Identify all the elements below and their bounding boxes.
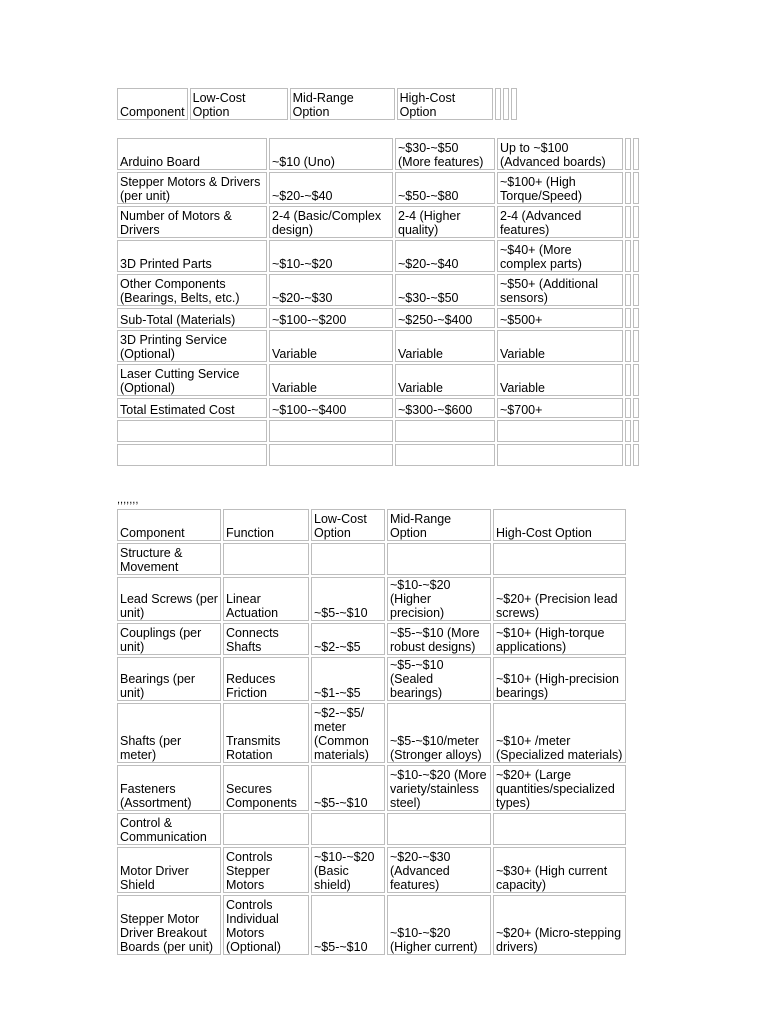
table-cell: Structure & Movement: [117, 543, 221, 575]
table-cell: Variable: [269, 364, 393, 396]
table-cell: Control & Communication: [117, 813, 221, 845]
table-cell: 3D Printed Parts: [117, 240, 267, 272]
table-cell: 3D Printing Service (Optional): [117, 330, 267, 362]
table-cell: ~$30+ (High current capacity): [493, 847, 626, 893]
table-cell: [493, 543, 626, 575]
table-cell: Number of Motors & Drivers: [117, 206, 267, 238]
table-cell: ~$30-~$50: [395, 274, 495, 306]
table-row: [117, 172, 639, 204]
table-cell: Component: [117, 509, 221, 541]
table-cell: [387, 813, 491, 845]
table-cell: [625, 420, 631, 442]
table-cell: 2-4 (Higher quality): [395, 206, 495, 238]
table-cell: ~$50-~$80: [395, 172, 495, 204]
table-cell: [625, 444, 631, 466]
table-row: [117, 847, 626, 893]
table-cell: 2-4 (Advanced features): [497, 206, 623, 238]
table-cell: [633, 138, 639, 170]
table-cell: [633, 420, 639, 442]
table-cell: ~$20-~$30 (Advanced features): [387, 847, 491, 893]
table-cell: [625, 172, 631, 204]
table-row: [117, 509, 626, 541]
table-cell: Up to ~$100 (Advanced boards): [497, 138, 623, 170]
table-cell: High-Cost Option: [493, 509, 626, 541]
header-row: [117, 88, 517, 120]
table-cell: Shafts (per meter): [117, 703, 221, 763]
table-cell: ~$2-~$5: [311, 623, 385, 655]
table-cell: ~$250-~$400: [395, 308, 495, 328]
table-cell: Secures Components: [223, 765, 309, 811]
table-cell: [223, 813, 309, 845]
table-row: [117, 330, 639, 362]
table-cell: ~$10 (Uno): [269, 138, 393, 170]
header-cell: Mid-Range Option: [290, 88, 395, 120]
table-cell: [633, 172, 639, 204]
table-cell: ~$700+: [497, 398, 623, 418]
table-row: [117, 813, 626, 845]
table-cell: Motor Driver Shield: [117, 847, 221, 893]
table-cell: 2-4 (Basic/Complex design): [269, 206, 393, 238]
table-cell: ~$100-~$200: [269, 308, 393, 328]
table-cell: ~$20+ (Precision lead screws): [493, 577, 626, 621]
header-cell: [495, 88, 501, 120]
table-row: [117, 543, 626, 575]
table-cell: Arduino Board: [117, 138, 267, 170]
table-cell: ~$1-~$5: [311, 657, 385, 701]
table-cell: ~$30-~$50 (More features): [395, 138, 495, 170]
table-cell: Low-Cost Option: [311, 509, 385, 541]
table-cell: [633, 240, 639, 272]
cost-table: [115, 136, 641, 468]
table-row: [117, 398, 639, 418]
table-cell: Variable: [497, 330, 623, 362]
table-cell: [633, 206, 639, 238]
table-cell: Transmits Rotation: [223, 703, 309, 763]
table-cell: [311, 813, 385, 845]
table-cell: [625, 206, 631, 238]
table-cell: Other Components (Bearings, Belts, etc.): [117, 274, 267, 306]
header-cell: High-Cost Option: [397, 88, 493, 120]
table-row: [117, 240, 639, 272]
table-cell: [625, 398, 631, 418]
table-cell: Lead Screws (per unit): [117, 577, 221, 621]
table-cell: Laser Cutting Service (Optional): [117, 364, 267, 396]
table-cell: ~$2-~$5/ meter (Common materials): [311, 703, 385, 763]
table-cell: ~$500+: [497, 308, 623, 328]
table-cell: ~$40+ (More complex parts): [497, 240, 623, 272]
table-cell: ~$10+ (High-torque applications): [493, 623, 626, 655]
table-cell: [395, 444, 495, 466]
table-cell: ~$5-~$10/meter (Stronger alloys): [387, 703, 491, 763]
table-cell: [311, 543, 385, 575]
table-row: [117, 444, 639, 466]
table-row: [117, 274, 639, 306]
table-row: [117, 765, 626, 811]
table-cell: [117, 444, 267, 466]
table-cell: [117, 420, 267, 442]
table-row: [117, 703, 626, 763]
table-cell: [633, 330, 639, 362]
table-cell: [625, 330, 631, 362]
table-cell: [633, 398, 639, 418]
table-row: [117, 364, 639, 396]
table-cell: Couplings (per unit): [117, 623, 221, 655]
table-cell: [625, 364, 631, 396]
table-cell: ~$5-~$10: [311, 895, 385, 955]
table-cell: ~$20+ (Large quantities/specialized types): [493, 765, 626, 811]
table-cell: Stepper Motors & Drivers (per unit): [117, 172, 267, 204]
table-row: [117, 895, 626, 955]
table-cell: Linear Actuation: [223, 577, 309, 621]
table-cell: [269, 420, 393, 442]
table-cell: ~$10-~$20 (Higher precision): [387, 577, 491, 621]
table-row: [117, 420, 639, 442]
table-cell: ~$5-~$10 (Sealed bearings): [387, 657, 491, 701]
table-cell: Variable: [395, 364, 495, 396]
table-cell: ~$5-~$10: [311, 577, 385, 621]
table-cell: Reduces Friction: [223, 657, 309, 701]
table-row: [117, 657, 626, 701]
table-cell: [223, 543, 309, 575]
header-cell: [503, 88, 509, 120]
table-cell: Bearings (per unit): [117, 657, 221, 701]
table-cell: Stepper Motor Driver Breakout Boards (per unit): [117, 895, 221, 955]
table-row: [117, 138, 639, 170]
table-cell: [493, 813, 626, 845]
table-cell: Fasteners (Assortment): [117, 765, 221, 811]
table-cell: ~$300-~$600: [395, 398, 495, 418]
table-cell: [387, 543, 491, 575]
table-cell: [625, 308, 631, 328]
table-cell: ~$20-~$40: [269, 172, 393, 204]
table-cell: ~$10-~$20 (Basic shield): [311, 847, 385, 893]
table-cell: [625, 274, 631, 306]
table-cell: [633, 274, 639, 306]
table-row: [117, 308, 639, 328]
table-cell: ~$20-~$40: [395, 240, 495, 272]
table-cell: ~$10+ (High-precision bearings): [493, 657, 626, 701]
table-cell: Controls Individual Motors (Optional): [223, 895, 309, 955]
table-cell: Variable: [395, 330, 495, 362]
table-cell: ~$100-~$400: [269, 398, 393, 418]
table-cell: Variable: [497, 364, 623, 396]
table-cell: ~$100+ (High Torque/Speed): [497, 172, 623, 204]
table-cell: ~$20-~$30: [269, 274, 393, 306]
table-cell: [497, 420, 623, 442]
table-cell: ~$10-~$20: [269, 240, 393, 272]
separator-text: ,,,,,,,: [117, 494, 139, 506]
table-row: [117, 577, 626, 621]
table-cell: ~$10-~$20 (More variety/stainless steel): [387, 765, 491, 811]
table-row: [117, 623, 626, 655]
table-cell: [633, 308, 639, 328]
table-cell: Variable: [269, 330, 393, 362]
table-cell: [269, 444, 393, 466]
table-cell: [633, 444, 639, 466]
table-cell: [497, 444, 623, 466]
header-table: [115, 86, 519, 122]
header-cell: Low-Cost Option: [190, 88, 288, 120]
table-cell: [395, 420, 495, 442]
table-row: [117, 206, 639, 238]
table-cell: ~$5-~$10 (More robust designs): [387, 623, 491, 655]
table-cell: ~$10+ /meter (Specialized materials): [493, 703, 626, 763]
table-cell: ~$10-~$20 (Higher current): [387, 895, 491, 955]
parts-table: [115, 507, 628, 957]
table-cell: ~$50+ (Additional sensors): [497, 274, 623, 306]
table-cell: Controls Stepper Motors: [223, 847, 309, 893]
header-cell: [511, 88, 517, 120]
table-cell: Mid-Range Option: [387, 509, 491, 541]
table-cell: [633, 364, 639, 396]
table-cell: Sub-Total (Materials): [117, 308, 267, 328]
header-cell: Component: [117, 88, 188, 120]
table-cell: Total Estimated Cost: [117, 398, 267, 418]
table-cell: ~$5-~$10: [311, 765, 385, 811]
table-cell: [625, 138, 631, 170]
table-cell: Function: [223, 509, 309, 541]
table-cell: ~$20+ (Micro-stepping drivers): [493, 895, 626, 955]
table-cell: [625, 240, 631, 272]
table-cell: Connects Shafts: [223, 623, 309, 655]
